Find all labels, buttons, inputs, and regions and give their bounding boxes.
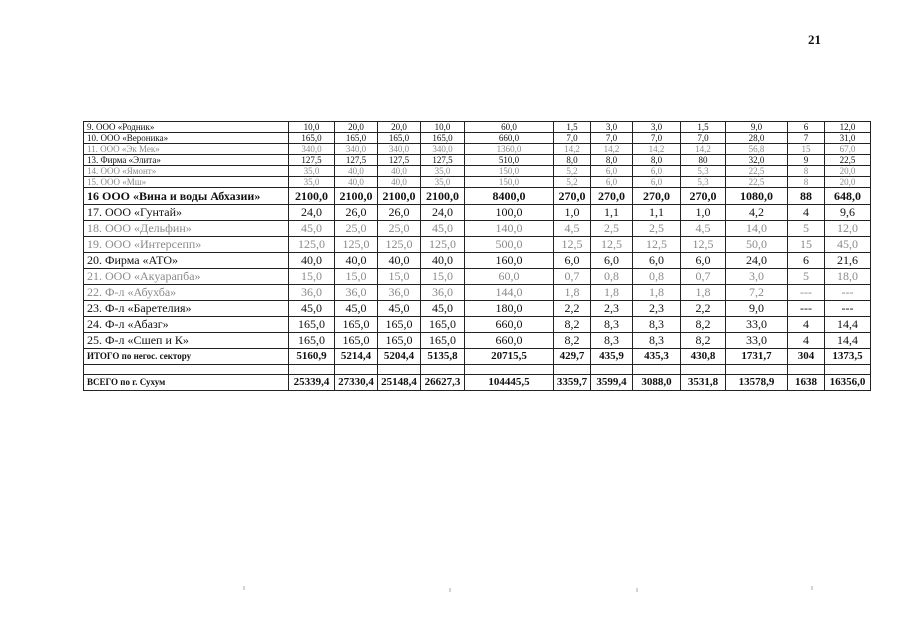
value-cell: 2,3 [591, 301, 633, 317]
value-cell: 88 [788, 188, 825, 205]
value-cell: 12,5 [554, 237, 591, 253]
table-row [84, 205, 871, 221]
value-cell: 0,8 [591, 269, 633, 285]
value-cell: 20,0 [825, 177, 871, 188]
data-table [83, 121, 871, 391]
value-cell: 125,0 [289, 237, 335, 253]
value-cell: 24,0 [421, 205, 465, 221]
value-cell: 36,0 [421, 285, 465, 301]
value-cell: 180,0 [465, 301, 554, 317]
value-cell: 35,0 [421, 177, 465, 188]
table-row [84, 155, 871, 166]
organization-name: 24. Ф-л «Абазг» [84, 317, 289, 333]
value-cell: 1,1 [591, 205, 633, 221]
table-row [84, 253, 871, 269]
value-cell: 165,0 [378, 133, 421, 144]
value-cell: 4,2 [726, 205, 788, 221]
value-cell: 127,5 [421, 155, 465, 166]
value-cell: 1,8 [633, 285, 681, 301]
value-cell: 33,0 [726, 317, 788, 333]
table-row [84, 301, 871, 317]
value-cell: 40,0 [335, 177, 378, 188]
value-cell: 0,7 [554, 269, 591, 285]
organization-name: 25. Ф-л «Сшеп и К» [84, 333, 289, 349]
value-cell: 6,0 [633, 253, 681, 269]
value-cell: 9,6 [825, 205, 871, 221]
value-cell: 648,0 [825, 188, 871, 205]
value-cell: 6,0 [554, 253, 591, 269]
value-cell: 100,0 [465, 205, 554, 221]
value-cell: 430,8 [681, 349, 726, 365]
scan-mark [449, 588, 451, 592]
empty-cell [465, 365, 554, 375]
value-cell: 14,4 [825, 317, 871, 333]
value-cell: 40,0 [335, 166, 378, 177]
table-row [84, 221, 871, 237]
value-cell: 127,5 [289, 155, 335, 166]
empty-cell [681, 365, 726, 375]
value-cell: 7,0 [554, 133, 591, 144]
value-cell: 165,0 [289, 333, 335, 349]
value-cell: 150,0 [465, 166, 554, 177]
value-cell: 8,0 [633, 155, 681, 166]
value-cell: 9,0 [726, 301, 788, 317]
value-cell: 5160,9 [289, 349, 335, 365]
value-cell: 1,0 [554, 205, 591, 221]
value-cell: 304 [788, 349, 825, 365]
value-cell: 6 [788, 253, 825, 269]
value-cell: 12,0 [825, 122, 871, 133]
value-cell: 127,5 [378, 155, 421, 166]
value-cell: 35,0 [421, 166, 465, 177]
value-cell: 6,0 [633, 177, 681, 188]
value-cell: 15 [788, 237, 825, 253]
value-cell: 20,0 [378, 122, 421, 133]
value-cell: 4,5 [681, 221, 726, 237]
value-cell: 2,5 [633, 221, 681, 237]
value-cell: 2,2 [681, 301, 726, 317]
value-cell: 660,0 [465, 317, 554, 333]
value-cell: 6,0 [591, 253, 633, 269]
value-cell: 8,3 [633, 317, 681, 333]
organization-name: 23. Ф-л «Баретелия» [84, 301, 289, 317]
value-cell: 4,5 [554, 221, 591, 237]
table-body [84, 122, 871, 391]
value-cell: 1,8 [681, 285, 726, 301]
value-cell: 165,0 [335, 133, 378, 144]
value-cell: --- [825, 285, 871, 301]
value-cell: 36,0 [378, 285, 421, 301]
empty-cell [84, 365, 289, 375]
empty-cell [378, 365, 421, 375]
value-cell: --- [825, 301, 871, 317]
value-cell: 7,0 [681, 133, 726, 144]
value-cell: 45,0 [289, 301, 335, 317]
value-cell: 6,0 [591, 166, 633, 177]
value-cell: 500,0 [465, 237, 554, 253]
value-cell: 22,5 [726, 166, 788, 177]
table-row [84, 166, 871, 177]
table-row [84, 333, 871, 349]
value-cell: 7,0 [633, 133, 681, 144]
value-cell: 8,2 [681, 333, 726, 349]
value-cell: 1,8 [591, 285, 633, 301]
value-cell: 15,0 [378, 269, 421, 285]
value-cell: 45,0 [378, 301, 421, 317]
value-cell: 5,2 [554, 166, 591, 177]
value-cell: 24,0 [726, 253, 788, 269]
value-cell: 140,0 [465, 221, 554, 237]
value-cell: 36,0 [289, 285, 335, 301]
value-cell: 165,0 [378, 317, 421, 333]
value-cell: 1,1 [633, 205, 681, 221]
value-cell: 2,3 [633, 301, 681, 317]
value-cell: 13578,9 [726, 375, 788, 391]
value-cell: 1360,0 [465, 144, 554, 155]
value-cell: 165,0 [289, 317, 335, 333]
value-cell: 20,0 [335, 122, 378, 133]
value-cell: 6,0 [681, 253, 726, 269]
value-cell: 3531,8 [681, 375, 726, 391]
table-row [84, 133, 871, 144]
value-cell: 1080,0 [726, 188, 788, 205]
value-cell: 510,0 [465, 155, 554, 166]
value-cell: 1731,7 [726, 349, 788, 365]
value-cell: 2,2 [554, 301, 591, 317]
empty-cell [421, 365, 465, 375]
value-cell: 1,5 [554, 122, 591, 133]
value-cell: 28,0 [726, 133, 788, 144]
value-cell: 25,0 [335, 221, 378, 237]
empty-cell [633, 365, 681, 375]
value-cell: 3599,4 [591, 375, 633, 391]
value-cell: 7 [788, 133, 825, 144]
value-cell: 5135,8 [421, 349, 465, 365]
value-cell: 165,0 [289, 133, 335, 144]
value-cell: 340,0 [289, 144, 335, 155]
value-cell: 1,0 [681, 205, 726, 221]
value-cell: 2,5 [591, 221, 633, 237]
value-cell: 429,7 [554, 349, 591, 365]
value-cell: 8 [788, 177, 825, 188]
value-cell: 45,0 [825, 237, 871, 253]
value-cell: 4 [788, 317, 825, 333]
table-row [84, 269, 871, 285]
value-cell: 270,0 [633, 188, 681, 205]
value-cell: 24,0 [289, 205, 335, 221]
value-cell: 1,5 [681, 122, 726, 133]
value-cell: 12,5 [591, 237, 633, 253]
value-cell: 8,3 [591, 333, 633, 349]
value-cell: 27330,4 [335, 375, 378, 391]
value-cell: 45,0 [335, 301, 378, 317]
value-cell: 660,0 [465, 133, 554, 144]
table-row [84, 237, 871, 253]
value-cell: 22,5 [726, 177, 788, 188]
value-cell: 7,0 [591, 133, 633, 144]
value-cell: 165,0 [335, 317, 378, 333]
organization-name: 20. Фирма «АТО» [84, 253, 289, 269]
value-cell: 7,2 [726, 285, 788, 301]
value-cell: 26,0 [378, 205, 421, 221]
value-cell: 8 [788, 166, 825, 177]
value-cell: 31,0 [825, 133, 871, 144]
value-cell: 340,0 [378, 144, 421, 155]
value-cell: 8,2 [554, 317, 591, 333]
value-cell: 20,0 [825, 166, 871, 177]
value-cell: 45,0 [289, 221, 335, 237]
empty-cell [335, 365, 378, 375]
value-cell: 150,0 [465, 177, 554, 188]
value-cell: 8,0 [591, 155, 633, 166]
value-cell: 340,0 [421, 144, 465, 155]
value-cell: 270,0 [681, 188, 726, 205]
value-cell: 50,0 [726, 237, 788, 253]
value-cell: 45,0 [421, 221, 465, 237]
organization-name: 16 ООО «Вина и воды Абхазии» [84, 188, 289, 205]
value-cell: 6,0 [633, 166, 681, 177]
value-cell: 9,0 [726, 122, 788, 133]
value-cell: 165,0 [378, 333, 421, 349]
value-cell: 12,5 [633, 237, 681, 253]
value-cell: 165,0 [421, 317, 465, 333]
organization-name: 18. ООО «Дельфин» [84, 221, 289, 237]
value-cell: 435,9 [591, 349, 633, 365]
value-cell: 40,0 [378, 166, 421, 177]
value-cell: 12,0 [825, 221, 871, 237]
value-cell: 5,2 [554, 177, 591, 188]
value-cell: 40,0 [421, 253, 465, 269]
organization-name: 9. ООО «Родник» [84, 122, 289, 133]
value-cell: 165,0 [421, 133, 465, 144]
value-cell: 14,2 [633, 144, 681, 155]
value-cell: 2100,0 [378, 188, 421, 205]
value-cell: 15,0 [335, 269, 378, 285]
value-cell: 125,0 [335, 237, 378, 253]
empty-cell [554, 365, 591, 375]
organization-name: 15. ООО «Мш» [84, 177, 289, 188]
value-cell: 0,7 [681, 269, 726, 285]
organization-name: 17. ООО «Гунтай» [84, 205, 289, 221]
value-cell: 8,3 [633, 333, 681, 349]
value-cell: 270,0 [591, 188, 633, 205]
grand-total-row [84, 375, 871, 391]
value-cell: 2100,0 [289, 188, 335, 205]
value-cell: 40,0 [289, 253, 335, 269]
value-cell: 8,2 [554, 333, 591, 349]
value-cell: 60,0 [465, 269, 554, 285]
value-cell: 5204,4 [378, 349, 421, 365]
organization-name: 10. ООО «Вероника» [84, 133, 289, 144]
value-cell: 80 [681, 155, 726, 166]
value-cell: 14,2 [554, 144, 591, 155]
value-cell: 160,0 [465, 253, 554, 269]
value-cell: 26,0 [335, 205, 378, 221]
organization-name: 13. Фирма «Элита» [84, 155, 289, 166]
value-cell: 5,3 [681, 166, 726, 177]
value-cell: --- [788, 285, 825, 301]
page-number: 21 [808, 32, 821, 47]
value-cell: 35,0 [289, 166, 335, 177]
value-cell: 3359,7 [554, 375, 591, 391]
value-cell: 125,0 [378, 237, 421, 253]
value-cell: 104445,5 [465, 375, 554, 391]
value-cell: 125,0 [421, 237, 465, 253]
value-cell: 6 [788, 122, 825, 133]
value-cell: 15,0 [421, 269, 465, 285]
value-cell: 165,0 [335, 333, 378, 349]
value-cell: 2100,0 [421, 188, 465, 205]
value-cell: 144,0 [465, 285, 554, 301]
table-row [84, 177, 871, 188]
value-cell: 0,8 [633, 269, 681, 285]
value-cell: 435,3 [633, 349, 681, 365]
value-cell: 35,0 [289, 177, 335, 188]
value-cell: 25339,4 [289, 375, 335, 391]
value-cell: 8,0 [554, 155, 591, 166]
scan-mark [243, 586, 245, 590]
organization-name: 21. ООО «Акуарапба» [84, 269, 289, 285]
value-cell: 8,3 [591, 317, 633, 333]
value-cell: 22,5 [825, 155, 871, 166]
value-cell: 165,0 [421, 333, 465, 349]
value-cell: 5,3 [681, 177, 726, 188]
value-cell: 8400,0 [465, 188, 554, 205]
value-cell: 32,0 [726, 155, 788, 166]
value-cell: 67,0 [825, 144, 871, 155]
value-cell: 5 [788, 221, 825, 237]
empty-cell [788, 365, 825, 375]
value-cell: 270,0 [554, 188, 591, 205]
value-cell: 12,5 [681, 237, 726, 253]
value-cell: 21,6 [825, 253, 871, 269]
value-cell: 40,0 [378, 253, 421, 269]
value-cell: 16356,0 [825, 375, 871, 391]
table-row [84, 122, 871, 133]
value-cell: 1638 [788, 375, 825, 391]
value-cell: --- [788, 301, 825, 317]
value-cell: 9 [788, 155, 825, 166]
organization-name: 19. ООО «Интерсепп» [84, 237, 289, 253]
organization-name: 14. ООО «Ямонт» [84, 166, 289, 177]
value-cell: 25,0 [378, 221, 421, 237]
value-cell: 10,0 [289, 122, 335, 133]
organization-name: ВСЕГО по г. Сухум [84, 375, 289, 391]
value-cell: 33,0 [726, 333, 788, 349]
value-cell: 20715,5 [465, 349, 554, 365]
value-cell: 26627,3 [421, 375, 465, 391]
value-cell: 15,0 [289, 269, 335, 285]
organization-name: ИТОГО по негос. сектору [84, 349, 289, 365]
value-cell: 45,0 [421, 301, 465, 317]
value-cell: 4 [788, 333, 825, 349]
empty-cell [289, 365, 335, 375]
value-cell: 15 [788, 144, 825, 155]
value-cell: 2100,0 [335, 188, 378, 205]
organization-name: 22. Ф-л «Абухба» [84, 285, 289, 301]
organization-name: 11. ООО «Эк Мек» [84, 144, 289, 155]
value-cell: 25148,4 [378, 375, 421, 391]
spacer-row [84, 365, 871, 375]
value-cell: 10,0 [421, 122, 465, 133]
scan-mark [636, 588, 638, 592]
value-cell: 40,0 [335, 253, 378, 269]
value-cell: 14,2 [591, 144, 633, 155]
value-cell: 3,0 [633, 122, 681, 133]
value-cell: 1373,5 [825, 349, 871, 365]
value-cell: 5214,4 [335, 349, 378, 365]
value-cell: 36,0 [335, 285, 378, 301]
table-row [84, 317, 871, 333]
value-cell: 18,0 [825, 269, 871, 285]
value-cell: 60,0 [465, 122, 554, 133]
value-cell: 1,8 [554, 285, 591, 301]
value-cell: 14,0 [726, 221, 788, 237]
value-cell: 3,0 [591, 122, 633, 133]
scan-mark [811, 586, 813, 590]
value-cell: 3088,0 [633, 375, 681, 391]
table-row [84, 144, 871, 155]
value-cell: 8,2 [681, 317, 726, 333]
value-cell: 3,0 [726, 269, 788, 285]
value-cell: 6,0 [591, 177, 633, 188]
empty-cell [726, 365, 788, 375]
value-cell: 40,0 [378, 177, 421, 188]
value-cell: 127,5 [335, 155, 378, 166]
table-row [84, 188, 871, 205]
value-cell: 5 [788, 269, 825, 285]
value-cell: 14,4 [825, 333, 871, 349]
empty-cell [825, 365, 871, 375]
subtotal-row [84, 349, 871, 365]
value-cell: 56,8 [726, 144, 788, 155]
value-cell: 4 [788, 205, 825, 221]
empty-cell [591, 365, 633, 375]
value-cell: 340,0 [335, 144, 378, 155]
value-cell: 660,0 [465, 333, 554, 349]
table-row [84, 285, 871, 301]
value-cell: 14,2 [681, 144, 726, 155]
